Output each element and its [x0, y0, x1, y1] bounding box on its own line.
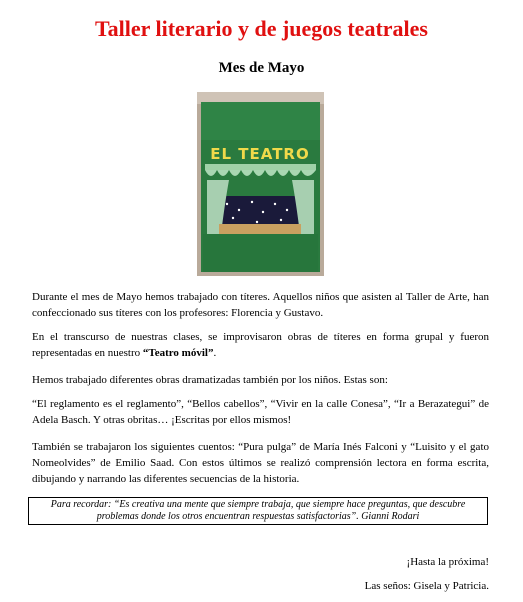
document-subtitle: Mes de Mayo: [218, 60, 305, 76]
signature-text: Las seños: Gisela y Patricia.: [364, 580, 489, 592]
document-title: Taller literario y de juegos teatrales: [95, 16, 428, 41]
puppet-theater-photo: [197, 92, 324, 276]
farewell-text: ¡Hasta la próxima!: [406, 556, 489, 568]
paragraph-dramatized-works: Hemos trabajado diferentes obras dramatizadas también por los niños. Estas son:: [32, 374, 388, 386]
remember-quote-box: Para recordar: “Es creativa una mente que siempre trabaja, que siempre hace preguntas, que descubre problemas donde los otros encuentran respuestas satisfactorias”. Gianni Rodari: [28, 497, 488, 525]
puppet-theater-illustration: [197, 92, 324, 276]
paragraph-stories: También se trabajaron los siguientes cuentos: “Pura pulga” de María Inés Falconi y “Luisito y el gato Nomeolvides” de Emilio Saad. Con estos últimos se realizó comprensión lectora en forma escrita, dibujando y narrando las diferentes secuencias de la historia.: [32, 441, 489, 485]
paragraph-puppets: Durante el mes de Mayo hemos trabajado con títeres. Aquellos niños que asisten al Taller de Arte, han confeccionado sus títeres con los profesores: Florencia y Gustavo.: [32, 291, 489, 319]
paragraph-improvised-plays-end: .: [213, 347, 217, 359]
paragraph-works-list: “El reglamento es el reglamento”, “Bellos cabellos”, “Vivir en la calle Conesa”, “Ir a Berazategui” de Adela Basch. Y otras obritas… ¡Escritas por ellos mismos!: [32, 398, 489, 426]
paragraph-improvised-plays: [32, 329, 489, 361]
paragraph-improvised-plays-text: En el transcurso de nuestras clases, se improvisaron obras de títeres en forma grupal y fueron representadas en nuestro: [32, 331, 489, 359]
teatro-movil-bold: “Teatro móvil”: [142, 347, 214, 359]
theater-sign-text: EL TEATRO: [210, 145, 310, 163]
